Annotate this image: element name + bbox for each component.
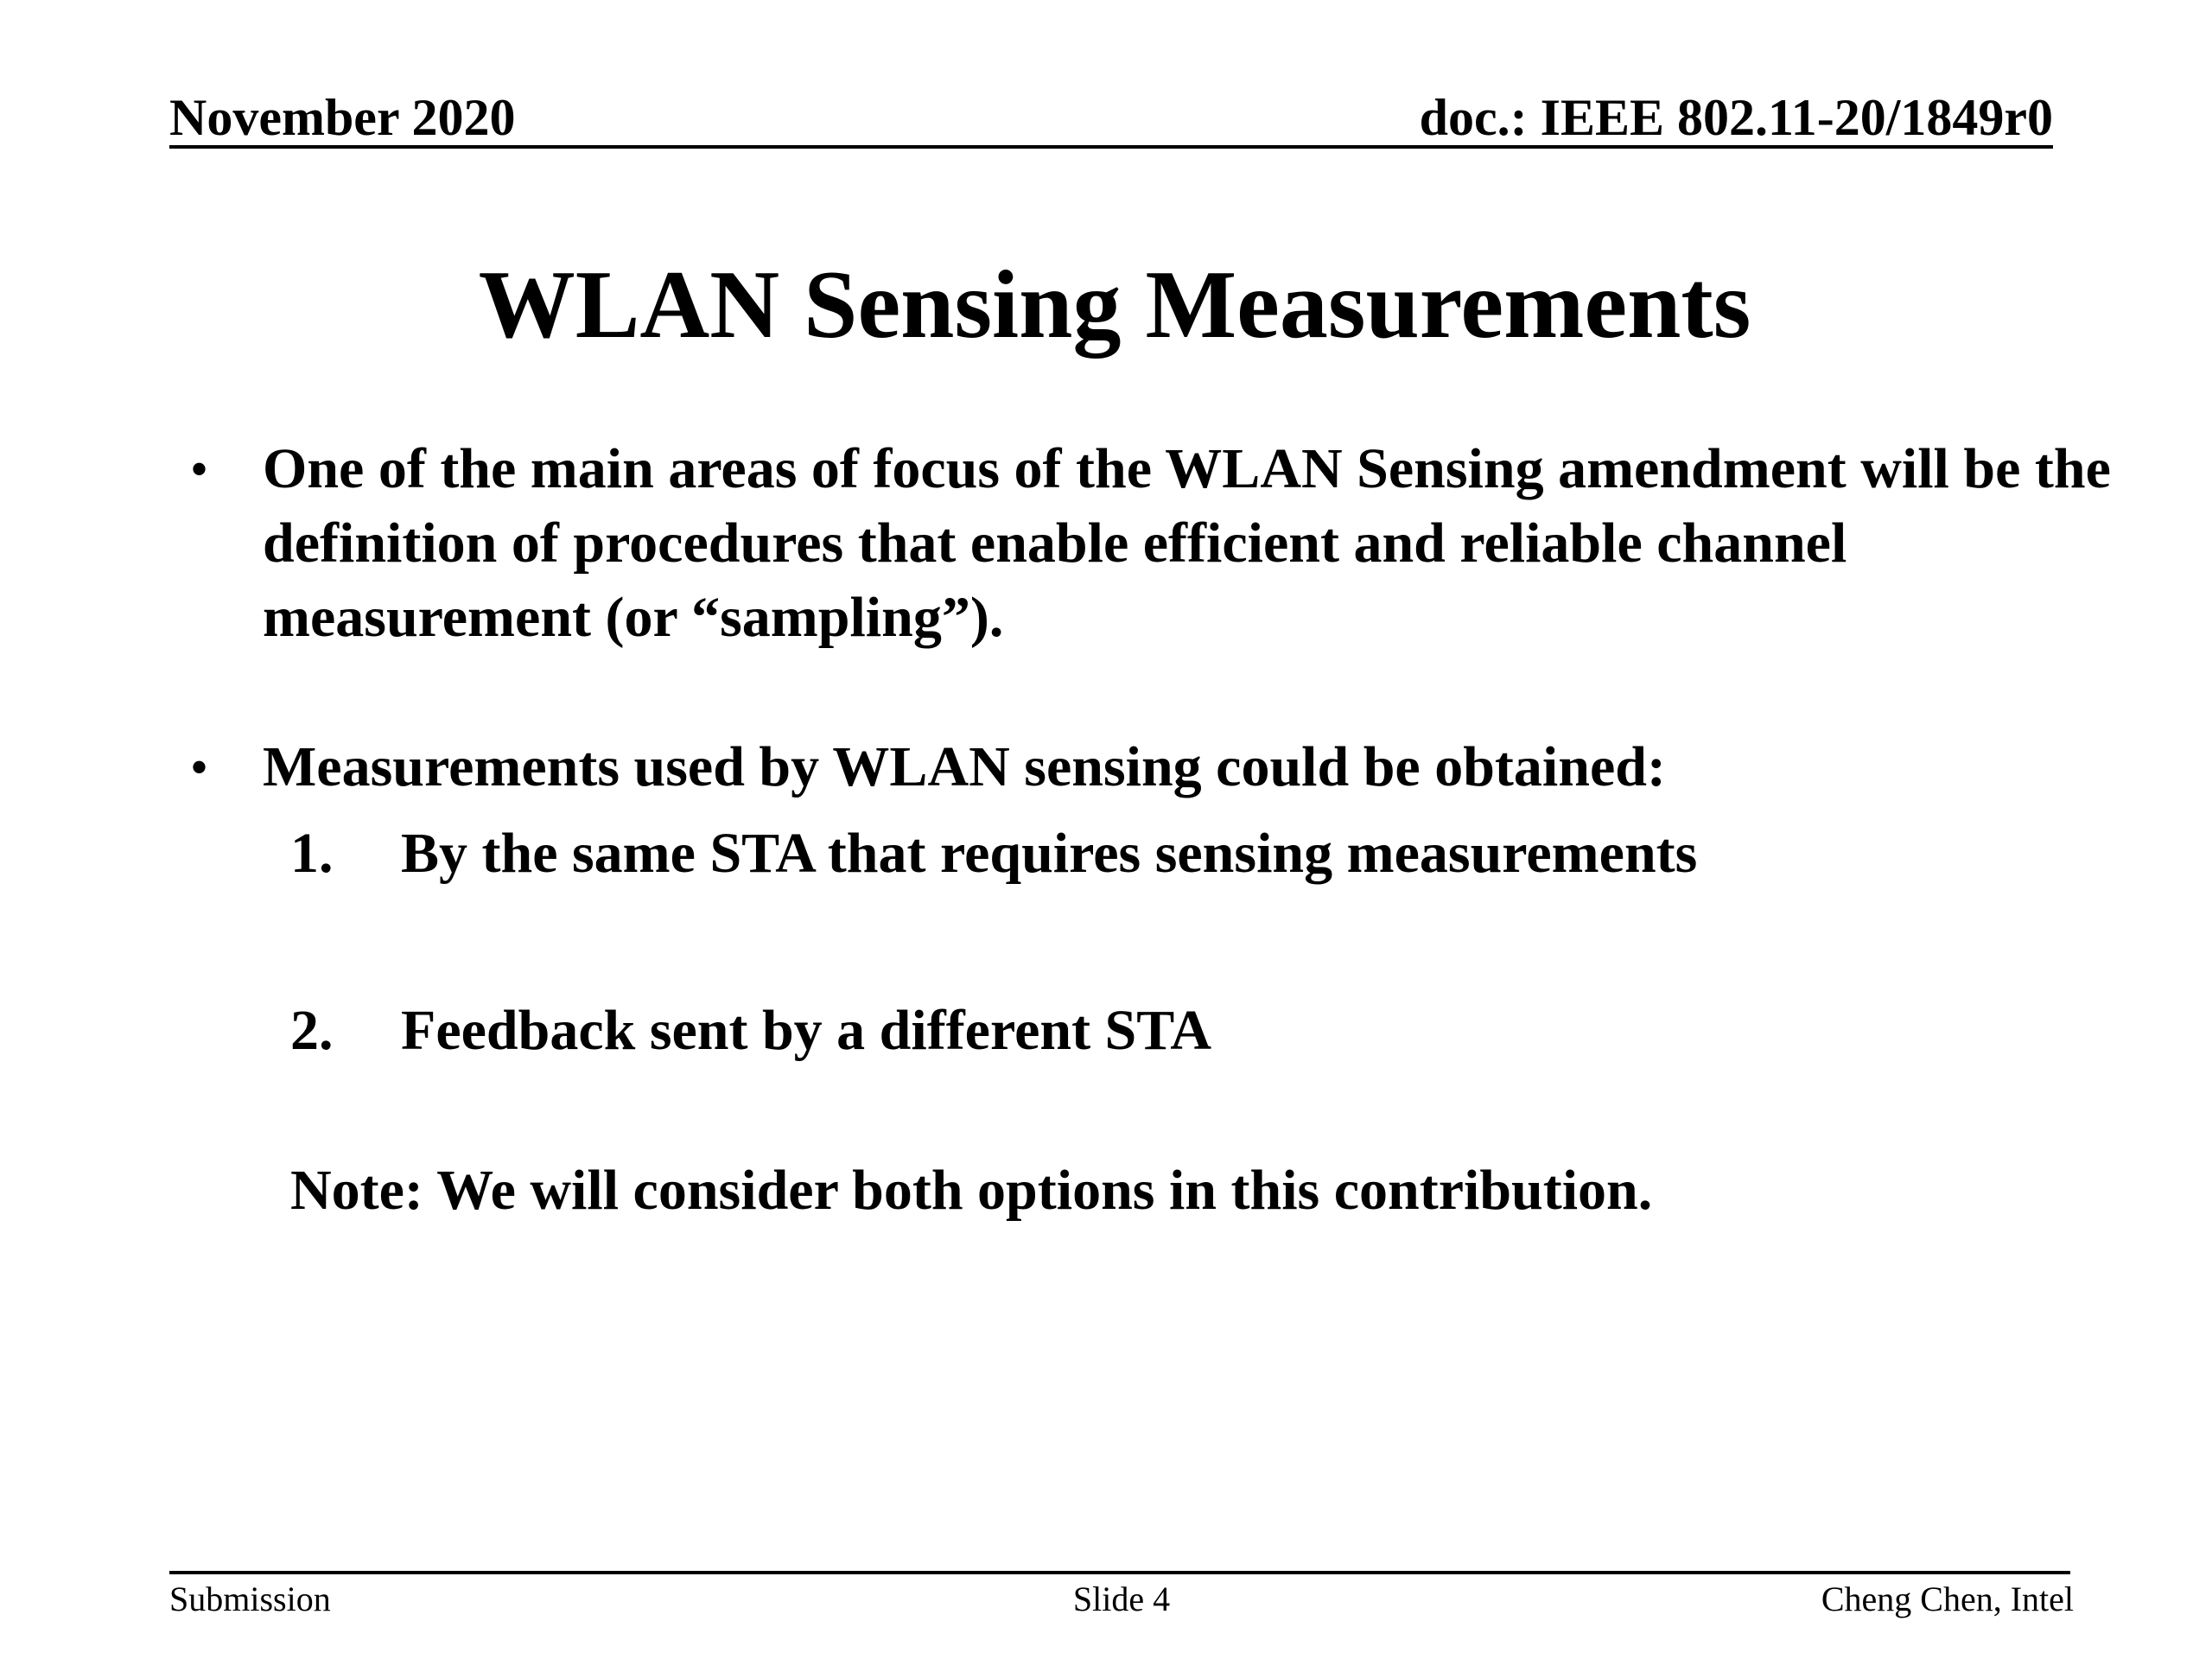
footer-author: Cheng Chen, Intel (1821, 1580, 2074, 1618)
bullet-marker-1: • (190, 441, 209, 498)
list-number-1: 1. (290, 822, 334, 885)
bullet-text-2: Measurements used by WLAN sensing could be obtained: (263, 735, 1666, 798)
list-item-2: Feedback sent by a different STA (401, 999, 1212, 1062)
bullet-marker-2: • (190, 739, 209, 796)
header-doc-id: doc.: IEEE 802.11-20/1849r0 (1419, 89, 2053, 146)
list-number-2: 2. (290, 999, 334, 1062)
bullet-text-1: One of the main areas of focus of the WLAN Sensing amendment will be the definition of procedures that enable efficient and reliable channel measurement (or “sampling”). (263, 437, 2111, 649)
note-text: Note: We will consider both options in this contribution. (290, 1159, 1653, 1222)
footer-slide-number: Slide 4 (1072, 1580, 1171, 1618)
list-item-1: By the same STA that requires sensing measurements (401, 822, 1698, 885)
header-divider (169, 145, 2053, 149)
footer-divider (169, 1571, 2070, 1574)
slide-title: WLAN Sensing Measurements (478, 251, 1751, 359)
footer-submission: Submission (169, 1580, 331, 1618)
header-date: November 2020 (169, 89, 516, 146)
